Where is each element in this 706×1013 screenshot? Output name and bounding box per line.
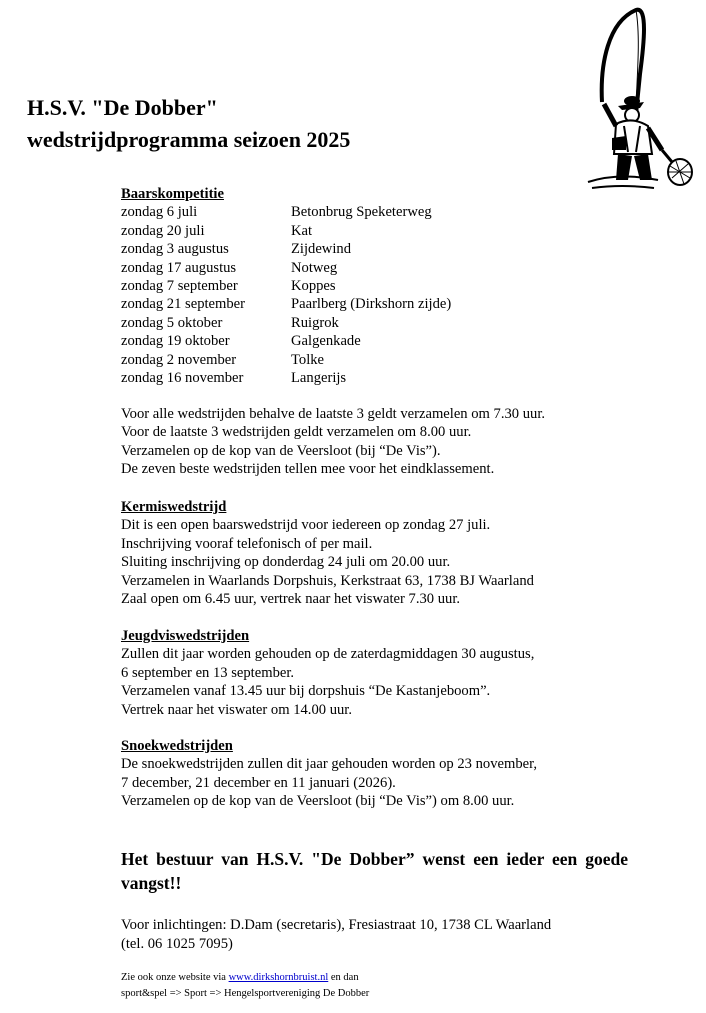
page-title: H.S.V. "De Dobber" [27, 95, 218, 120]
schedule-row [121, 351, 451, 369]
schedule-list [121, 203, 451, 387]
contact-info [121, 916, 551, 953]
date: zondag 6 juli [121, 204, 198, 221]
location: Koppes [291, 278, 336, 295]
schedule-row [121, 259, 451, 277]
date: zondag 2 november [121, 351, 237, 368]
page-subtitle: wedstrijdprogramma seizoen 2025 [27, 127, 351, 152]
location: Tolke [291, 351, 325, 368]
date: zondag 7 september [121, 278, 238, 295]
location: Ruigrok [291, 314, 339, 331]
footer-prefix: Zie ook onze website via [121, 972, 229, 983]
note-line: Voor de laatste 3 wedstrijden geldt verzamelen om 8.00 uur. [121, 424, 472, 441]
text-line: 7 december, 21 december en 11 januari (2026). [121, 774, 396, 791]
location: Langerijs [291, 370, 347, 387]
note-line: Voor alle wedstrijden behalve de laatste 3 geldt verzamelen om 7.30 uur. [121, 406, 546, 422]
section-heading: Snoekwedstrijden [121, 738, 233, 754]
text-line: Verzamelen in Waarlands Dorpshuis, Kerkstraat 63, 1738 BJ Waarland [121, 572, 534, 589]
location: Zijdewind [291, 241, 351, 258]
location: Kat [291, 222, 313, 239]
baarskompetitie-notes [121, 405, 545, 479]
date: zondag 5 oktober [121, 314, 223, 331]
date: zondag 16 november [121, 370, 244, 387]
footer-line [121, 970, 369, 986]
section-heading: Jeugdviswedstrijden [121, 628, 250, 644]
schedule-row [121, 240, 451, 258]
location: Paarlberg (Dirkshorn zijde) [291, 296, 452, 313]
fisherman-logo-icon [578, 4, 702, 194]
footer [121, 970, 369, 1002]
text-line: Sluiting inschrijving op donderdag 24 juli om 20.00 uur. [121, 554, 451, 571]
schedule-row [121, 277, 451, 295]
schedule-row [121, 295, 451, 313]
location: Galgenkade [291, 333, 361, 350]
text-line: Verzamelen op de kop van de Veersloot (bij “De Vis”) om 8.00 uur. [121, 793, 515, 810]
text-line: Dit is een open baarswedstrijd voor iedereen op zondag 27 juli. [121, 517, 491, 534]
text-line: Verzamelen vanaf 13.45 uur bij dorpshuis “De Kastanjeboom”. [121, 683, 491, 700]
schedule-row [121, 369, 451, 387]
text-line: De snoekwedstrijden zullen dit jaar gehouden worden op 23 november, [121, 756, 538, 773]
contact-line: Voor inlichtingen: D.Dam (secretaris), Fresiastraat 10, 1738 CL Waarland [121, 917, 552, 933]
note-line: De zeven beste wedstrijden tellen mee voor het eindklassement. [121, 461, 495, 478]
schedule-row [121, 332, 451, 350]
footer-suffix: en dan [328, 972, 359, 983]
date: zondag 19 oktober [121, 333, 230, 350]
contact-phone: (tel. 06 1025 7095) [121, 935, 233, 952]
text-line: Zullen dit jaar worden gehouden op de zaterdagmiddagen 30 augustus, [121, 646, 535, 663]
text-line: Inschrijving vooraf telefonisch of per mail. [121, 535, 373, 552]
date: zondag 17 augustus [121, 259, 237, 276]
baarskompetitie-section [121, 185, 451, 387]
schedule-row [121, 314, 451, 332]
note-line: Verzamelen op de kop van de Veersloot (bij “De Vis”). [121, 442, 441, 459]
snoek-section [121, 737, 537, 811]
location: Betonbrug Speketerweg [291, 204, 432, 221]
date: zondag 3 augustus [121, 241, 229, 258]
schedule-row [121, 203, 451, 221]
footer-path: sport&spel => Sport => Hengelsportvereniging De Dobber [121, 988, 370, 999]
location: Notweg [291, 259, 338, 276]
jeugd-section [121, 627, 534, 719]
text-line: Zaal open om 6.45 uur, vertrek naar het viswater 7.30 uur. [121, 591, 461, 608]
text-line: Vertrek naar het viswater om 14.00 uur. [121, 701, 352, 718]
website-link[interactable]: www.dirkshornbruist.nl [228, 972, 329, 983]
section-heading: Kermiswedstrijd [121, 499, 227, 515]
date: zondag 21 september [121, 296, 246, 313]
text-line: 6 september en 13 september. [121, 664, 295, 681]
closing-message: Het bestuur van H.S.V. "De Dobber” wenst een ieder een goede vangst!! [121, 849, 628, 893]
date: zondag 20 juli [121, 222, 205, 239]
section-heading: Baarskompetitie [121, 186, 224, 202]
schedule-row [121, 222, 451, 240]
kermis-section [121, 498, 534, 608]
